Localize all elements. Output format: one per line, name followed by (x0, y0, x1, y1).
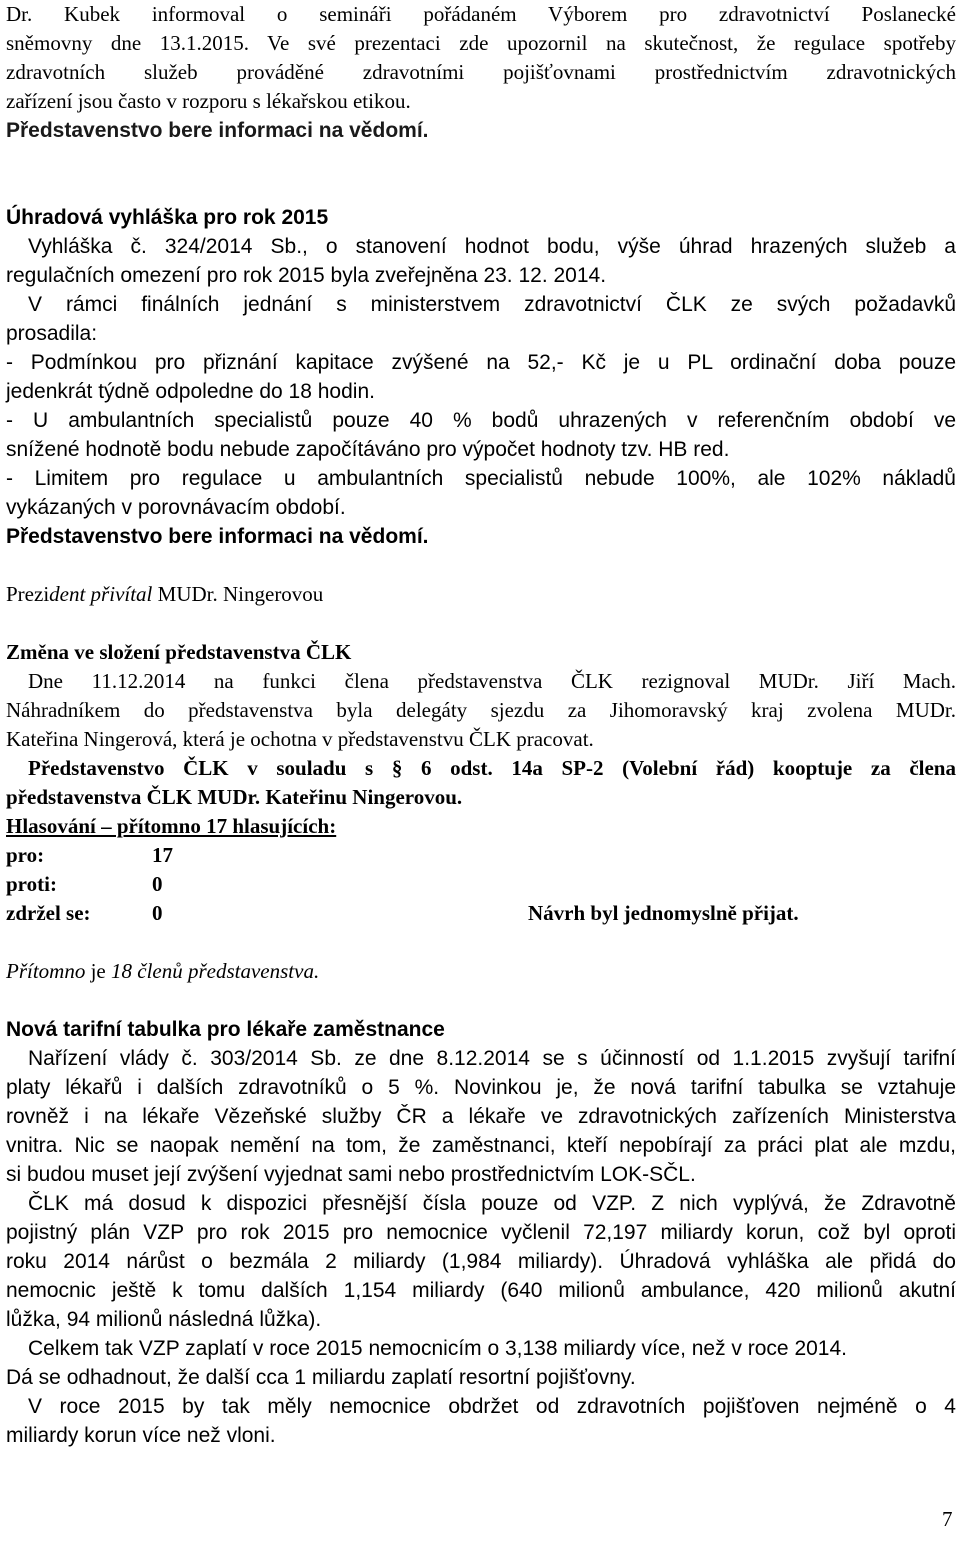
vote-value: 17 (152, 843, 173, 867)
vote-label: proti: (6, 872, 57, 896)
list-item: - Podmínkou pro přiznání kapitace zvýšené na 52,- Kč je u PL ordinační doba pouze (6, 351, 956, 374)
text-line: Náhradníkem do představenstva byla delegáty sjezdu za Jihomoravský kraj zvolena MUDr. (6, 698, 956, 722)
text-line: sněmovny dne 13.1.2015. Ve své prezentaci zde upozornil na skutečnost, že regulace spotřeby (6, 31, 956, 55)
vote-row-for (6, 841, 956, 870)
list-item: snížené hodnotě bodu nebude započítáváno pro výpočet hodnoty tzv. HB red. (6, 438, 730, 461)
vote-row-against (6, 870, 956, 899)
text-line: ČLK má dosud k dispozici přesnější čísla pouze od VZP. Z nich vyplývá, že Zdravotně (28, 1192, 956, 1215)
vote-value: 0 (152, 901, 163, 925)
resolution-note: Představenstvo bere informaci na vědomí. (6, 525, 429, 548)
attendance-part: Přítomno (6, 959, 86, 983)
resolution-text: Představenstvo ČLK v souladu s § 6 odst. 14a SP-2 (Volební řád) kooptuje za člena (28, 756, 956, 780)
text-line: Dne 11.12.2014 na funkci člena představenstva ČLK rezignoval MUDr. Jiří Mach. (28, 669, 956, 693)
vote-value: 0 (152, 872, 163, 896)
text-line: Kateřina Ningerová, která je ochotna v představenstvu ČLK pracovat. (6, 727, 594, 751)
text-line: Celkem tak VZP zaplatí v roce 2015 nemocnicím o 3,138 miliardy více, než v roce 2014. (28, 1337, 847, 1360)
attendance-part: je (85, 959, 111, 983)
section-uhradova (6, 203, 956, 551)
text-line: pojistný plán VZP pro rok 2015 pro nemocnice vyčlenil 72,197 miliardy korun, což byl oproti (6, 1221, 956, 1244)
resolution-text: představenstva ČLK MUDr. Kateřinu Ningerovou. (6, 785, 463, 809)
text-line: regulačních omezení pro rok 2015 byla zveřejněna 23. 12. 2014. (6, 264, 607, 287)
text-line: Nařízení vlády č. 303/2014 Sb. ze dne 8.12.2014 se s účinností od 1.1.2015 zvyšují tarifní (28, 1047, 956, 1070)
page-number: 7 (942, 1507, 953, 1531)
text-line: si budou muset její zvýšení vyjednat sami nebo prostřednictvím LOK-SČL. (6, 1163, 696, 1186)
list-item: - U ambulantních specialistů pouze 40 % bodů uhrazených v referenčním období ve (6, 409, 956, 432)
section-heading: Úhradová vyhláška pro rok 2015 (6, 206, 329, 229)
text-line: zdravotních služeb prováděné zdravotními pojišťovnami prostřednictvím zdravotnických (6, 60, 956, 84)
vote-row-abstain (6, 899, 956, 928)
prezident-part: Prezi (6, 582, 50, 606)
text-line: Dr. Kubek informoval o semináři pořádaném Výborem pro zdravotnictví Poslanecké (6, 2, 956, 26)
text-line: prosadila: (6, 322, 98, 345)
list-item: - Limitem pro regulace u ambulantních specialistů nebude 100%, ale 102% nákladů (6, 467, 956, 490)
resolution-note: Představenstvo bere informaci na vědomí. (6, 119, 429, 142)
section-heading: Nová tarifní tabulka pro lékaře zaměstnance (6, 1018, 445, 1041)
text-line: vnitra. Nic se naopak nemění na tom, že zaměstnanci, kteří nepobírají za práci plat ale mzdu, (6, 1134, 956, 1157)
text-line: nemocnic ještě k tomu dalších 1,154 miliardy (640 milionů ambulance, 420 milionů akutní (6, 1279, 956, 1302)
section-tarif (6, 1015, 956, 1450)
intro-paragraph (6, 0, 956, 145)
prezident-part: MUDr. Ningerovou (152, 582, 324, 606)
text-line: miliardy korun více než vloni. (6, 1424, 276, 1447)
vote-label: pro: (6, 843, 45, 867)
list-item: vykázaných v porovnávacím období. (6, 496, 346, 519)
attendance-part: 18 členů představenstva. (111, 959, 320, 983)
document-page (6, 0, 956, 1450)
prezident-line (6, 580, 956, 609)
section-heading: Změna ve složení představenstva ČLK (6, 640, 352, 664)
list-item: jedenkrát týdně odpoledne do 18 hodin. (6, 380, 375, 403)
vote-label: zdržel se: (6, 901, 91, 925)
text-line: Dá se odhadnout, že další cca 1 miliardu zaplatí resortní pojišťovny. (6, 1366, 636, 1389)
text-line: zařízení jsou často v rozporu s lékařskou etikou. (6, 89, 411, 113)
text-line: rovněž i na lékaře Vězeňské služby ČR a lékaře ve zdravotnických zařízeních Ministerstva (6, 1105, 956, 1128)
text-line: lůžka, 94 milionů následná lůžka). (6, 1308, 322, 1331)
vote-heading: Hlasování – přítomno 17 hlasujících: (6, 814, 337, 838)
vote-result: Návrh byl jednomyslně přijat. (528, 901, 799, 925)
section-zmena (6, 638, 956, 986)
prezident-part: dent přivítal (49, 582, 153, 606)
attendance-line (6, 957, 956, 986)
text-line: roku 2014 nárůst o bezmála 2 miliardy (1,984 miliardy). Úhradová vyhláška ale přidá do (6, 1250, 956, 1273)
text-line: platy lékařů i dalších zdravotníků o 5 %. Novinkou je, že nová tarifní tabulka se vztahuje (6, 1076, 956, 1099)
text-line: V roce 2015 by tak měly nemocnice obdržet od zdravotních pojišťoven nejméně o 4 (28, 1395, 956, 1418)
text-line: V rámci finálních jednání s ministerstvem zdravotnictví ČLK ze svých požadavků (28, 293, 956, 316)
text-line: Vyhláška č. 324/2014 Sb., o stanovení hodnot bodu, výše úhrad hrazených služeb a (28, 235, 956, 258)
